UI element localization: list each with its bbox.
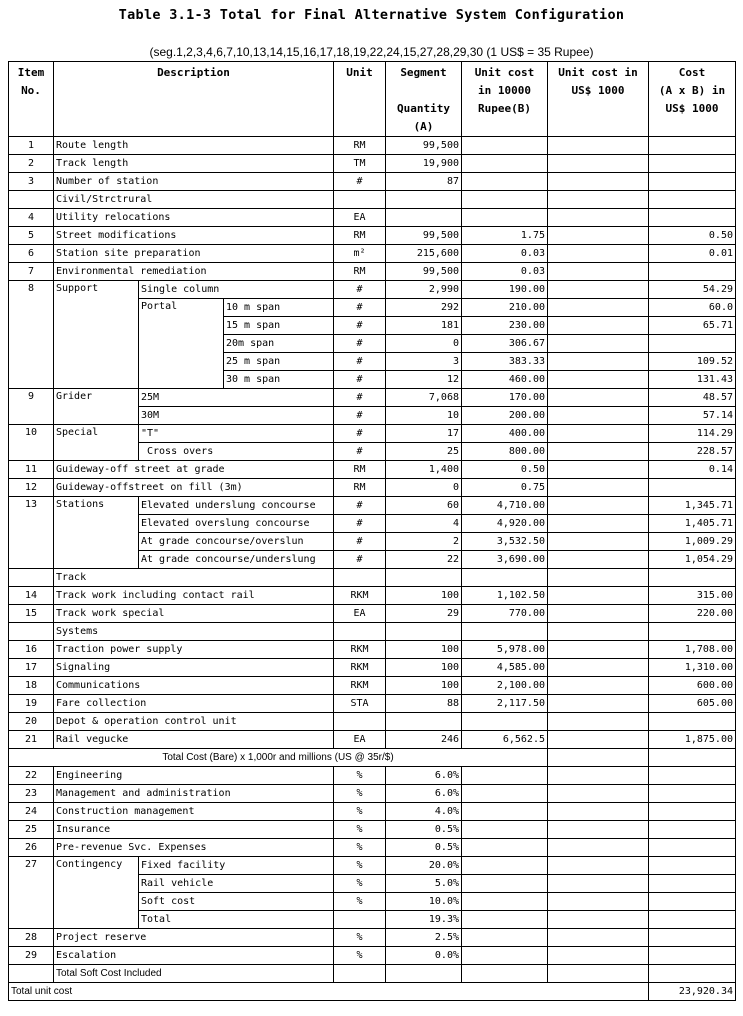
table-row: Total 19.3%	[9, 911, 736, 929]
table-row: 26 Pre-revenue Svc. Expenses % 0.5%	[9, 839, 736, 857]
table-row: 8 Support Single column # 2,990 190.00 54.29	[9, 281, 736, 299]
header-quantity: Segment Quantity (A)	[386, 62, 462, 137]
table-row: 20m span # 0 306.67	[9, 335, 736, 353]
header-unit-cost-rupee: Unit cost in 10000 Rupee(B)	[462, 62, 548, 137]
table-row: 23 Management and administration % 6.0%	[9, 785, 736, 803]
table-row: 16 Traction power supply RKM 100 5,978.00 1,708.00	[9, 641, 736, 659]
table-row: 25 m span # 3 383.33 109.52	[9, 353, 736, 371]
table-row: 6 Station site preparation m² 215,600 0.03 0.01	[9, 245, 736, 263]
table-row: 12 Guideway-offstreet on fill (3m) RM 0 0.75	[9, 479, 736, 497]
table-row: 14 Track work including contact rail RKM 100 1,102.50 315.00	[9, 587, 736, 605]
table-row: At grade concourse/overslun # 2 3,532.50 1,009.29	[9, 533, 736, 551]
table-row: 4 Utility relocations EA	[9, 209, 736, 227]
section-row-systems: Systems	[9, 623, 736, 641]
table-row: 30 m span # 12 460.00 131.43	[9, 371, 736, 389]
table-row: 29 Escalation % 0.0%	[9, 947, 736, 965]
table-row: 3 Number of station # 87	[9, 173, 736, 191]
section-row-civil: Civil/Strctrural	[9, 191, 736, 209]
table-row: 15 m span # 181 230.00 65.71	[9, 317, 736, 335]
table-row: Rail vehicle % 5.0%	[9, 875, 736, 893]
table-row: 19 Fare collection STA 88 2,117.50 605.00	[9, 695, 736, 713]
table-row: At grade concourse/underslung # 22 3,690.00 1,054.29	[9, 551, 736, 569]
table-row: Soft cost % 10.0%	[9, 893, 736, 911]
table-row: 18 Communications RKM 100 2,100.00 600.00	[9, 677, 736, 695]
table-row: Cross overs # 25 800.00 228.57	[9, 443, 736, 461]
table-row: 27 Contingency Fixed facility % 20.0%	[9, 857, 736, 875]
table-row: 30M # 10 200.00 57.14	[9, 407, 736, 425]
total-unit-cost-row: Total unit cost 23,920.34	[9, 983, 736, 1001]
table-row: 21 Rail vegucke EA 246 6,562.5 1,875.00	[9, 731, 736, 749]
table-row: 17 Signaling RKM 100 4,585.00 1,310.00	[9, 659, 736, 677]
table-row: 13 Stations Elevated underslung concourse # 60 4,710.00 1,345.71	[9, 497, 736, 515]
table-row: 9 Grider 25M # 7,068 170.00 48.57	[9, 389, 736, 407]
table-row: 11 Guideway-off street at grade RM 1,400 0.50 0.14	[9, 461, 736, 479]
cost-table	[8, 61, 736, 1001]
soft-cost-row: Total Soft Cost Included	[9, 965, 736, 983]
table-row: Portal 10 m span # 292 210.00 60.0	[9, 299, 736, 317]
total-bare-row: Total Cost (Bare) x 1,000r and millions (US @ 35r/$)	[9, 749, 736, 767]
header-cost: Cost (A x B) in US$ 1000	[649, 62, 736, 137]
section-row-track: Track	[9, 569, 736, 587]
table-row: 22 Engineering % 6.0%	[9, 767, 736, 785]
header-description: Description	[54, 62, 334, 137]
table-row: Elevated overslung concourse # 4 4,920.00 1,405.71	[9, 515, 736, 533]
table-row: 24 Construction management % 4.0%	[9, 803, 736, 821]
header-row	[9, 62, 736, 137]
header-unit-cost-usd: Unit cost in US$ 1000	[548, 62, 649, 137]
table-row: 2 Track length TM 19,900	[9, 155, 736, 173]
table-row: 5 Street modifications RM 99,500 1.75 0.50	[9, 227, 736, 245]
table-row: 7 Environmental remediation RM 99,500 0.03	[9, 263, 736, 281]
total-unit-cost-value: 23,920.34	[649, 983, 736, 1001]
table-row: 28 Project reserve % 2.5%	[9, 929, 736, 947]
header-unit: Unit	[334, 62, 386, 137]
table-row: 20 Depot & operation control unit	[9, 713, 736, 731]
table-title: Table 3.1-3 Total for Final Alternative System Configuration	[118, 7, 625, 23]
table-row: 1 Route length RM 99,500	[9, 137, 736, 155]
table-row: 25 Insurance % 0.5%	[9, 821, 736, 839]
table-subtitle: (seg.1,2,3,4,6,7,10,13,14,15,16,17,18,19,22,24,15,27,28,29,30 (1 US$ = 35 Rupee)	[149, 45, 594, 59]
table-row: 10 Special "T" # 17 400.00 114.29	[9, 425, 736, 443]
header-item: Item No.	[9, 62, 54, 137]
table-row: 15 Track work special EA 29 770.00 220.00	[9, 605, 736, 623]
